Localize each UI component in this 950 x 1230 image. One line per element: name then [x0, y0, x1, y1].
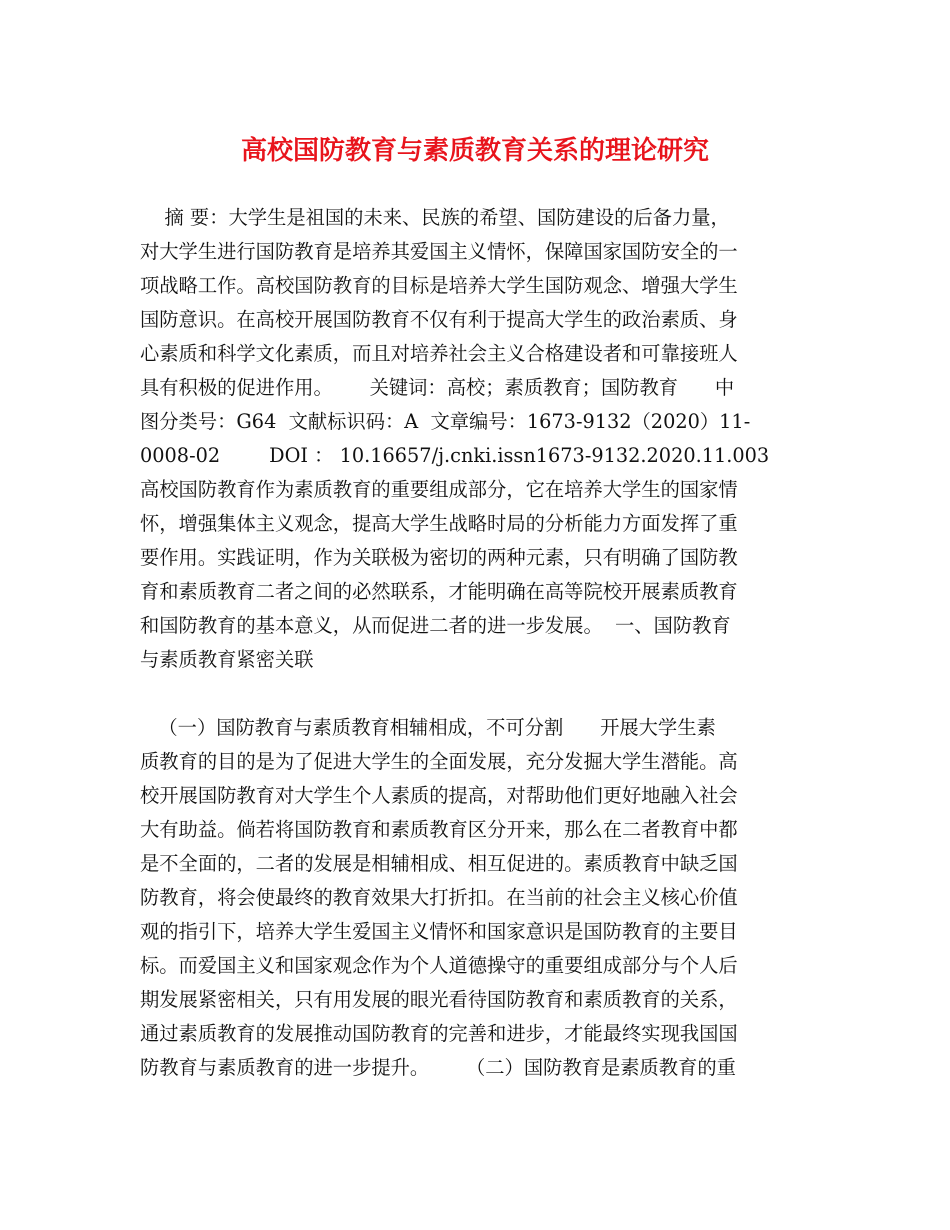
text-line: 育和素质教育二者之间的必然联系，才能明确在高等院校开展素质教育 [140, 580, 738, 603]
text-line: 0008-02 DOI ： 10.16657/j.cnki.issn1673-9132.2020.11.003 [140, 444, 770, 467]
text-line: 是不全面的，二者的发展是相辅相成、相互促进的。素质教育中缺乏国 [140, 852, 738, 875]
text-line: 通过素质教育的发展推动国防教育的完善和进步，才能最终实现我国国 [140, 1022, 738, 1045]
text-line: 期发展紧密相关，只有用发展的眼光看待国防教育和素质教育的关系， [140, 988, 738, 1011]
text-line: 防教育，将会使最终的教育效果大打折扣。在当前的社会主义核心价值 [140, 886, 738, 909]
text-line: 怀，增强集体主义观念，提高大学生战略时局的分析能力方面发挥了重 [140, 512, 738, 535]
text-line: 防教育与素质教育的进一步提升。 （二）国防教育是素质教育的重 [140, 1056, 736, 1079]
text-line: 要作用。实践证明，作为关联极为密切的两种元素，只有明确了国防教 [140, 546, 738, 569]
document-title: 高校国防教育与素质教育关系的理论研究 [240, 136, 709, 166]
text-line: 质教育的目的是为了促进大学生的全面发展，充分发掘大学生潜能。高 [140, 750, 738, 773]
text-line: 对大学生进行国防教育是培养其爱国主义情怀，保障国家国防安全的一 [140, 240, 738, 263]
text-line: 具有积极的促进作用。 关键词：高校；素质教育；国防教育 中 [140, 376, 735, 399]
text-line: 校开展国防教育对大学生个人素质的提高，对帮助他们更好地融入社会 [140, 784, 738, 807]
section-one-paragraph [140, 711, 815, 1085]
text-line: （一）国防教育与素质教育相辅相成，不可分割 开展大学生素 [140, 716, 716, 739]
text-line: 高校国防教育作为素质教育的重要组成部分，它在培养大学生的国家情 [140, 478, 738, 501]
text-line: 观的指引下，培养大学生爱国主义情怀和国家意识是国防教育的主要目 [140, 920, 738, 943]
text-line: 图分类号：G64 文献标识码：A 文章编号：1673-9132（2020）11- [140, 410, 751, 433]
text-line: 和国防教育的基本意义，从而促进二者的进一步发展。 一、国防教育 [140, 614, 731, 637]
text-line: 与素质教育紧密关联 [140, 648, 314, 671]
text-line: 心素质和科学文化素质，而且对培养社会主义合格建设者和可靠接班人 [140, 342, 738, 365]
abstract-paragraph [140, 201, 815, 677]
text-line: 大有助益。倘若将国防教育和素质教育区分开来，那么在二者教育中都 [140, 818, 738, 841]
text-line: 摘 要：大学生是祖国的未来、民族的希望、国防建设的后备力量， [140, 206, 730, 229]
text-line: 国防意识。在高校开展国防教育不仅有利于提高大学生的政治素质、身 [140, 308, 738, 331]
text-line: 项战略工作。高校国防教育的目标是培养大学生国防观念、增强大学生 [140, 274, 738, 297]
text-line: 标。而爱国主义和国家观念作为个人道德操守的重要组成部分与个人后 [140, 954, 738, 977]
